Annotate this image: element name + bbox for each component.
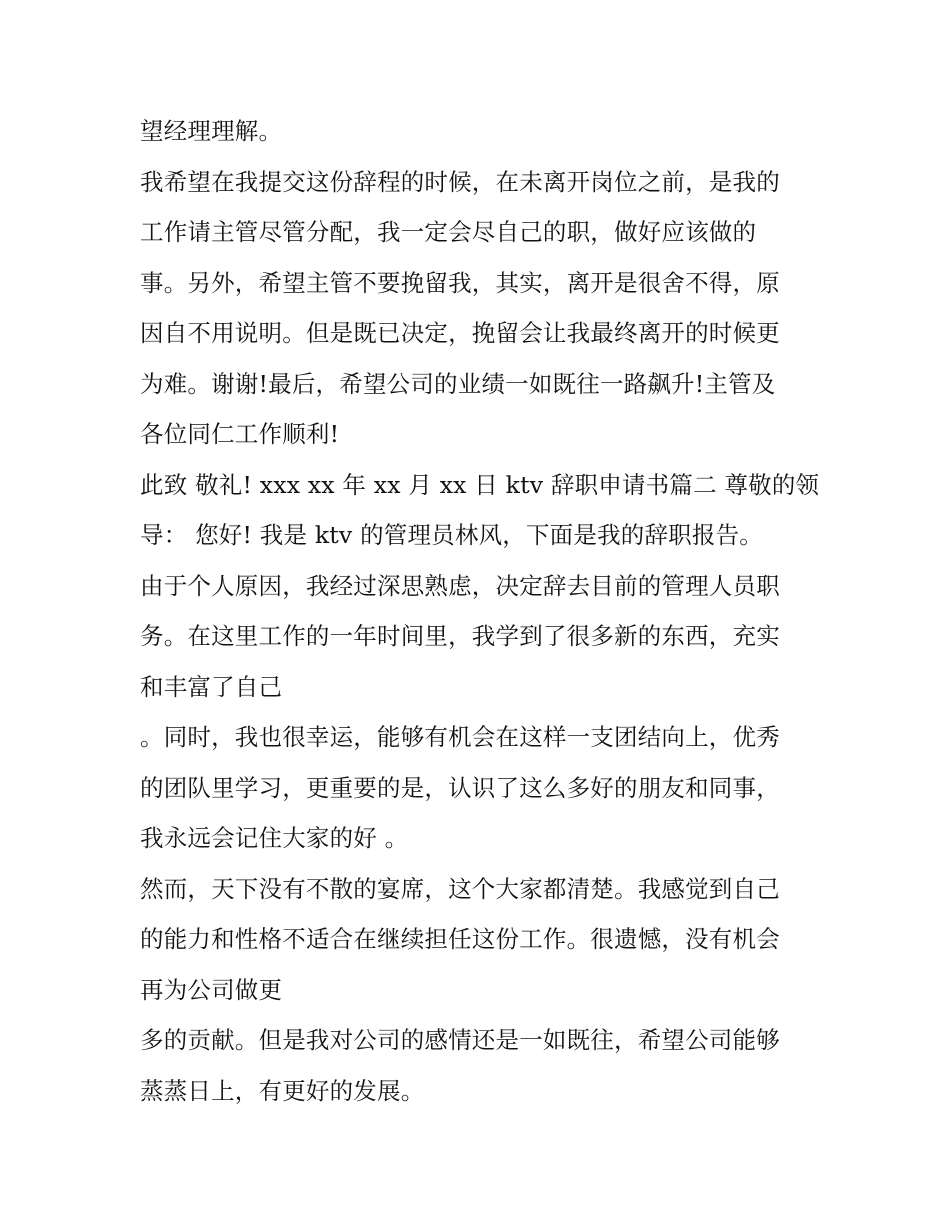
text-line: 事。另外，希望主管不要挽留我，其实，离开是很舍不得，原 bbox=[140, 268, 780, 297]
text-line: 蒸蒸日上，有更好的发展。 bbox=[140, 1076, 425, 1105]
text-line: 。同时，我也很幸运，能够有机会在这样一支团结向上，优秀 bbox=[140, 723, 780, 751]
text-line: 此致 敬礼! xxx xx 年 xx 月 xx 日 ktv 辞职申请书篇二 尊敬的领 bbox=[140, 470, 820, 499]
text-line: 多的贡献。但是我对公司的感情还是一如既往，希望公司能够 bbox=[140, 1026, 780, 1054]
text-line: 导： 您好! 我是 ktv 的管理员林风，下面是我的辞职报告。 bbox=[140, 521, 763, 549]
text-line: 由于个人原因，我经过深思熟虑，决定辞去目前的管理人员职 bbox=[140, 571, 780, 600]
text-line: 务。在这里工作的一年时间里，我学到了很多新的东西，充实 bbox=[140, 622, 780, 650]
text-line: 的团队里学习，更重要的是，认识了这么多好的朋友和同事， bbox=[140, 773, 780, 802]
document-body bbox=[140, 106, 820, 1116]
text-line: 因自不用说明。但是既已决定，挽留会让我最终离开的时候更 bbox=[140, 319, 780, 347]
text-line: 工作请主管尽管分配，我一定会尽自己的职，做好应该做的 bbox=[140, 218, 757, 246]
text-line: 各位同仁工作顺利! bbox=[140, 420, 340, 448]
text-line: 望经理理解。 bbox=[140, 117, 283, 145]
text-line: 然而，天下没有不散的宴席，这个大家都清楚。我感觉到自己 bbox=[140, 874, 780, 903]
text-line: 我希望在我提交这份辞程的时候，在未离开岗位之前，是我的 bbox=[140, 167, 780, 196]
text-line: 的能力和性格不适合在继续担任这份工作。很遗憾，没有机会 bbox=[140, 925, 780, 953]
text-line: 我永远会记住大家的好 。 bbox=[140, 824, 409, 852]
text-line: 和丰富了自己 bbox=[140, 672, 283, 701]
text-line: 为难。谢谢!最后，希望公司的业绩一如既往一路飙升!主管及 bbox=[140, 369, 776, 398]
text-line: 再为公司做更 bbox=[140, 975, 283, 1004]
